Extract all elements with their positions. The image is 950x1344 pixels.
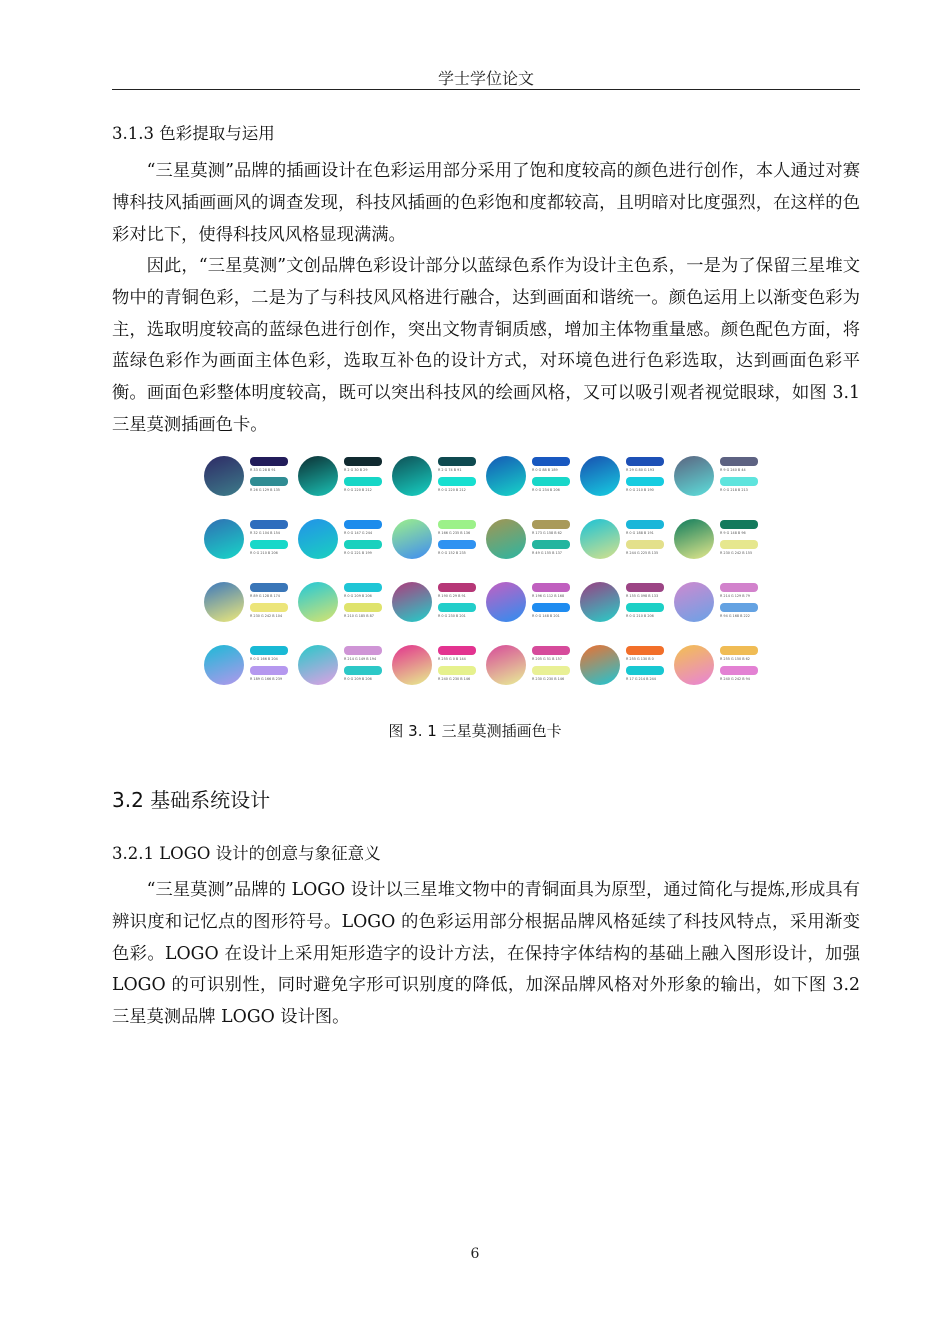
swatch-pill-top	[532, 646, 570, 655]
paragraph-logo-design: “三星莫测”品牌的 LOGO 设计以三星堆文物中的青铜面具为原型，通过简化与提炼,形成具有辨识度和记忆点的图形符号。LOGO 的色彩运用部分根据品牌风格延续了科技风特点，采用渐变色彩。LOGO 在设计上采用矩形造字的设计方法，在保持字体结构的基础上融入图形设计，加强 LOGO 的可识别性，同时避免字形可识别度的降低，加深品牌风格对外形象的输出，如下图 3.2 三星莫测品牌 LOGO 设计图。	[112, 880, 860, 1028]
swatch-rgb-label: R 9 G 148 B 96	[720, 531, 746, 535]
swatch-rgb-label: R 2 G 74 B 91	[438, 468, 462, 472]
swatch-rgb-label: R 214 G 129 B 79	[720, 594, 750, 598]
color-swatch-card	[486, 517, 578, 579]
swatch-rgb-label: R 166 G 235 B 136	[438, 531, 471, 535]
swatch-rgb-label: R 0 G 210 B 190	[626, 488, 654, 492]
color-swatch-card	[392, 454, 484, 516]
gradient-circle	[298, 645, 338, 685]
swatch-pill-top	[250, 520, 288, 529]
color-swatch-card	[580, 580, 672, 642]
swatch-pill-bottom	[626, 477, 664, 486]
swatch-rgb-label: R 255 G 130 B 0	[626, 657, 654, 661]
swatch-rgb-label: R 230 G 242 B 155	[720, 551, 753, 555]
swatch-rgb-label: R 214 G 149 B 194	[344, 657, 377, 661]
swatch-pill-bottom	[250, 666, 288, 675]
paragraph-color-scheme: 因此，“三星莫测”文创品牌色彩设计部分以蓝绿色系作为设计主色系，一是为了保留三星堆文物中的青铜色彩，二是为了与科技风风格进行融合，达到画面和谐统一。颜色运用上以渐变色彩为主，选取明度较高的蓝绿色进行创作，突出文物青铜质感，增加主体物重量感。颜色配色方面，将蓝绿色彩作为画面主体色彩，选取互补色的设计方式，对环境色进行色彩选取，达到画面色彩平衡。画面色彩整体明度较高，既可以突出科技风的绘画风格，又可以吸引观者视觉眼球，如图 3.1 三星莫测插画色卡。	[112, 256, 860, 435]
swatch-pill-top	[626, 583, 664, 592]
gradient-circle	[580, 456, 620, 496]
gradient-circle	[486, 519, 526, 559]
color-swatch-card	[392, 643, 484, 705]
swatch-rgb-label: R 0 G 210 B 206	[626, 614, 654, 618]
section-heading-3-2: 3.2 基础系统设计	[112, 788, 271, 812]
swatch-pill-bottom	[532, 477, 570, 486]
gradient-circle	[298, 456, 338, 496]
gradient-circle	[392, 645, 432, 685]
color-swatch-card	[204, 580, 296, 642]
gradient-circle	[486, 582, 526, 622]
swatch-pill-bottom	[250, 477, 288, 486]
swatch-rgb-label: R 0 G 148 B 201	[532, 614, 560, 618]
swatch-pill-bottom	[532, 540, 570, 549]
color-swatch-card	[580, 517, 672, 579]
gradient-circle	[674, 582, 714, 622]
color-swatch-card	[486, 643, 578, 705]
color-swatch-card	[298, 517, 390, 579]
color-swatch-card	[204, 517, 296, 579]
color-swatch-card	[204, 454, 296, 516]
swatch-rgb-label: R 155 G 098 B 133	[626, 594, 659, 598]
gradient-circle	[204, 519, 244, 559]
swatch-pill-bottom	[344, 477, 382, 486]
swatch-pill-bottom	[720, 666, 758, 675]
swatch-rgb-label: R 0 G 166 B 204	[250, 657, 278, 661]
color-swatch-card	[298, 454, 390, 516]
page-header: 学士学位论文	[437, 69, 534, 88]
swatch-rgb-label: R 0 G 220 B 212	[344, 488, 372, 492]
gradient-circle	[204, 645, 244, 685]
gradient-circle	[674, 456, 714, 496]
swatch-pill-bottom	[626, 603, 664, 612]
swatch-rgb-label: R 0 G 218 B 213	[720, 488, 748, 492]
header-rule	[112, 89, 860, 90]
swatch-rgb-label: R 0 G 230 B 201	[438, 614, 466, 618]
swatch-pill-top	[626, 520, 664, 529]
gradient-circle	[204, 456, 244, 496]
swatch-rgb-label: R 94 G 168 B 222	[720, 614, 750, 618]
swatch-pill-top	[626, 457, 664, 466]
swatch-rgb-label: R 230 G 242 B 104	[250, 614, 283, 618]
swatch-pill-bottom	[438, 540, 476, 549]
swatch-pill-top	[250, 457, 288, 466]
swatch-rgb-label: R 0 G 188 B 191	[626, 531, 654, 535]
gradient-circle	[392, 456, 432, 496]
color-swatch-card	[204, 643, 296, 705]
swatch-rgb-label: R 244 G 225 B 135	[626, 551, 659, 555]
swatch-pill-bottom	[344, 603, 382, 612]
swatch-rgb-label: R 26 G 129 B 135	[250, 488, 280, 492]
swatch-rgb-label: R 255 G 0 B 144	[438, 657, 466, 661]
swatch-rgb-label: R 17 G 214 B 244	[626, 677, 656, 681]
gradient-circle	[298, 582, 338, 622]
swatch-rgb-label: R 0 G 220 B 212	[438, 488, 466, 492]
swatch-pill-bottom	[626, 540, 664, 549]
swatch-pill-bottom	[720, 477, 758, 486]
swatch-rgb-label: R 0 G 209 B 206	[344, 677, 372, 681]
swatch-pill-top	[438, 457, 476, 466]
swatch-rgb-label: R 230 G 230 B 146	[532, 677, 565, 681]
color-swatch-card	[674, 517, 766, 579]
swatch-pill-bottom	[250, 603, 288, 612]
gradient-circle	[674, 519, 714, 559]
swatch-pill-bottom	[720, 540, 758, 549]
color-swatch-card	[674, 454, 766, 516]
swatch-pill-bottom	[532, 666, 570, 675]
swatch-rgb-label: R 255 G 150 B 62	[720, 657, 750, 661]
gradient-circle	[392, 582, 432, 622]
color-swatch-card	[674, 643, 766, 705]
swatch-pill-top	[532, 520, 570, 529]
swatch-pill-bottom	[438, 603, 476, 612]
swatch-rgb-label: R 205 G 51 B 157	[532, 657, 562, 661]
swatch-rgb-label: R 49 G 155 B 137	[532, 551, 562, 555]
swatch-rgb-label: R 240 G 230 B 146	[438, 677, 471, 681]
paragraph-color-intro: “三星莫测”品牌的插画设计在色彩运用部分采用了饱和度较高的颜色进行创作，本人通过对赛博科技风插画画风的调查发现，科技风插画的色彩饱和度都较高，且明暗对比度强烈，在这样的色彩对比下，使得科技风风格显现满满。	[112, 161, 860, 245]
swatch-pill-top	[720, 457, 758, 466]
swatch-rgb-label: R 32 G 104 B 154	[250, 531, 280, 535]
gradient-circle	[486, 456, 526, 496]
swatch-rgb-label: R 173 G 158 B 62	[532, 531, 562, 535]
swatch-pill-top	[532, 583, 570, 592]
gradient-circle	[580, 645, 620, 685]
swatch-rgb-label: R 2 G 30 B 29	[344, 468, 368, 472]
color-card-figure	[196, 450, 756, 690]
swatch-pill-top	[438, 646, 476, 655]
gradient-circle	[392, 519, 432, 559]
swatch-rgb-label: R 9 G 240 B 44	[720, 468, 746, 472]
swatch-rgb-label: R 29 G 80 G 193	[626, 468, 655, 472]
swatch-rgb-label: R 0 G 234 B 206	[532, 488, 560, 492]
color-swatch-card	[580, 643, 672, 705]
swatch-pill-top	[344, 646, 382, 655]
color-swatch-card	[674, 580, 766, 642]
gradient-circle	[580, 519, 620, 559]
swatch-pill-bottom	[438, 477, 476, 486]
swatch-rgb-label: R 240 G 242 B 94	[720, 677, 750, 681]
section-heading-3-1-3: 3.1.3 色彩提取与运用	[112, 124, 275, 143]
swatch-pill-bottom	[438, 666, 476, 675]
swatch-rgb-label: R 0 G 209 B 206	[344, 594, 372, 598]
swatch-pill-bottom	[626, 666, 664, 675]
gradient-circle	[486, 645, 526, 685]
color-swatch-card	[580, 454, 672, 516]
swatch-rgb-label: R 89 G 128 B 174	[250, 594, 280, 598]
color-swatch-card	[486, 580, 578, 642]
gradient-circle	[674, 645, 714, 685]
swatch-rgb-label: R 0 G 88 B 189	[532, 468, 558, 472]
swatch-rgb-label: R 33 G 28 B 91	[250, 468, 276, 472]
color-swatch-card	[392, 580, 484, 642]
figure-caption: 图 3. 1 三星莫测插画色卡	[388, 722, 562, 740]
gradient-circle	[580, 582, 620, 622]
swatch-pill-top	[344, 520, 382, 529]
gradient-circle	[298, 519, 338, 559]
color-swatch-card	[298, 643, 390, 705]
swatch-rgb-label: R 196 G 112 B 168	[532, 594, 565, 598]
swatch-rgb-label: R 0 G 210 B 206	[250, 551, 278, 555]
gradient-circle	[204, 582, 244, 622]
color-swatch-card	[392, 517, 484, 579]
swatch-rgb-label: R 0 G 221 B 199	[344, 551, 372, 555]
swatch-pill-top	[438, 520, 476, 529]
swatch-pill-top	[344, 583, 382, 592]
swatch-rgb-label: R 210 G 185 B 87	[344, 614, 374, 618]
color-swatch-card	[298, 580, 390, 642]
swatch-rgb-label: R 0 G 152 B 235	[438, 551, 466, 555]
page-number: 6	[470, 1246, 480, 1262]
swatch-rgb-label: R 0 G 147 G 244	[344, 531, 373, 535]
swatch-pill-bottom	[720, 603, 758, 612]
swatch-pill-top	[438, 583, 476, 592]
swatch-pill-top	[720, 583, 758, 592]
swatch-pill-top	[250, 583, 288, 592]
swatch-pill-bottom	[344, 540, 382, 549]
swatch-pill-bottom	[344, 666, 382, 675]
swatch-pill-top	[250, 646, 288, 655]
swatch-rgb-label: R 189 G 166 B 239	[250, 677, 283, 681]
swatch-pill-bottom	[250, 540, 288, 549]
swatch-pill-top	[626, 646, 664, 655]
swatch-pill-bottom	[532, 603, 570, 612]
swatch-pill-top	[344, 457, 382, 466]
swatch-rgb-label: R 190 G 29 B 91	[438, 594, 466, 598]
color-swatch-card	[486, 454, 578, 516]
swatch-pill-top	[720, 520, 758, 529]
swatch-pill-top	[720, 646, 758, 655]
section-heading-3-2-1: 3.2.1 LOGO 设计的创意与象征意义	[112, 844, 381, 863]
swatch-pill-top	[532, 457, 570, 466]
